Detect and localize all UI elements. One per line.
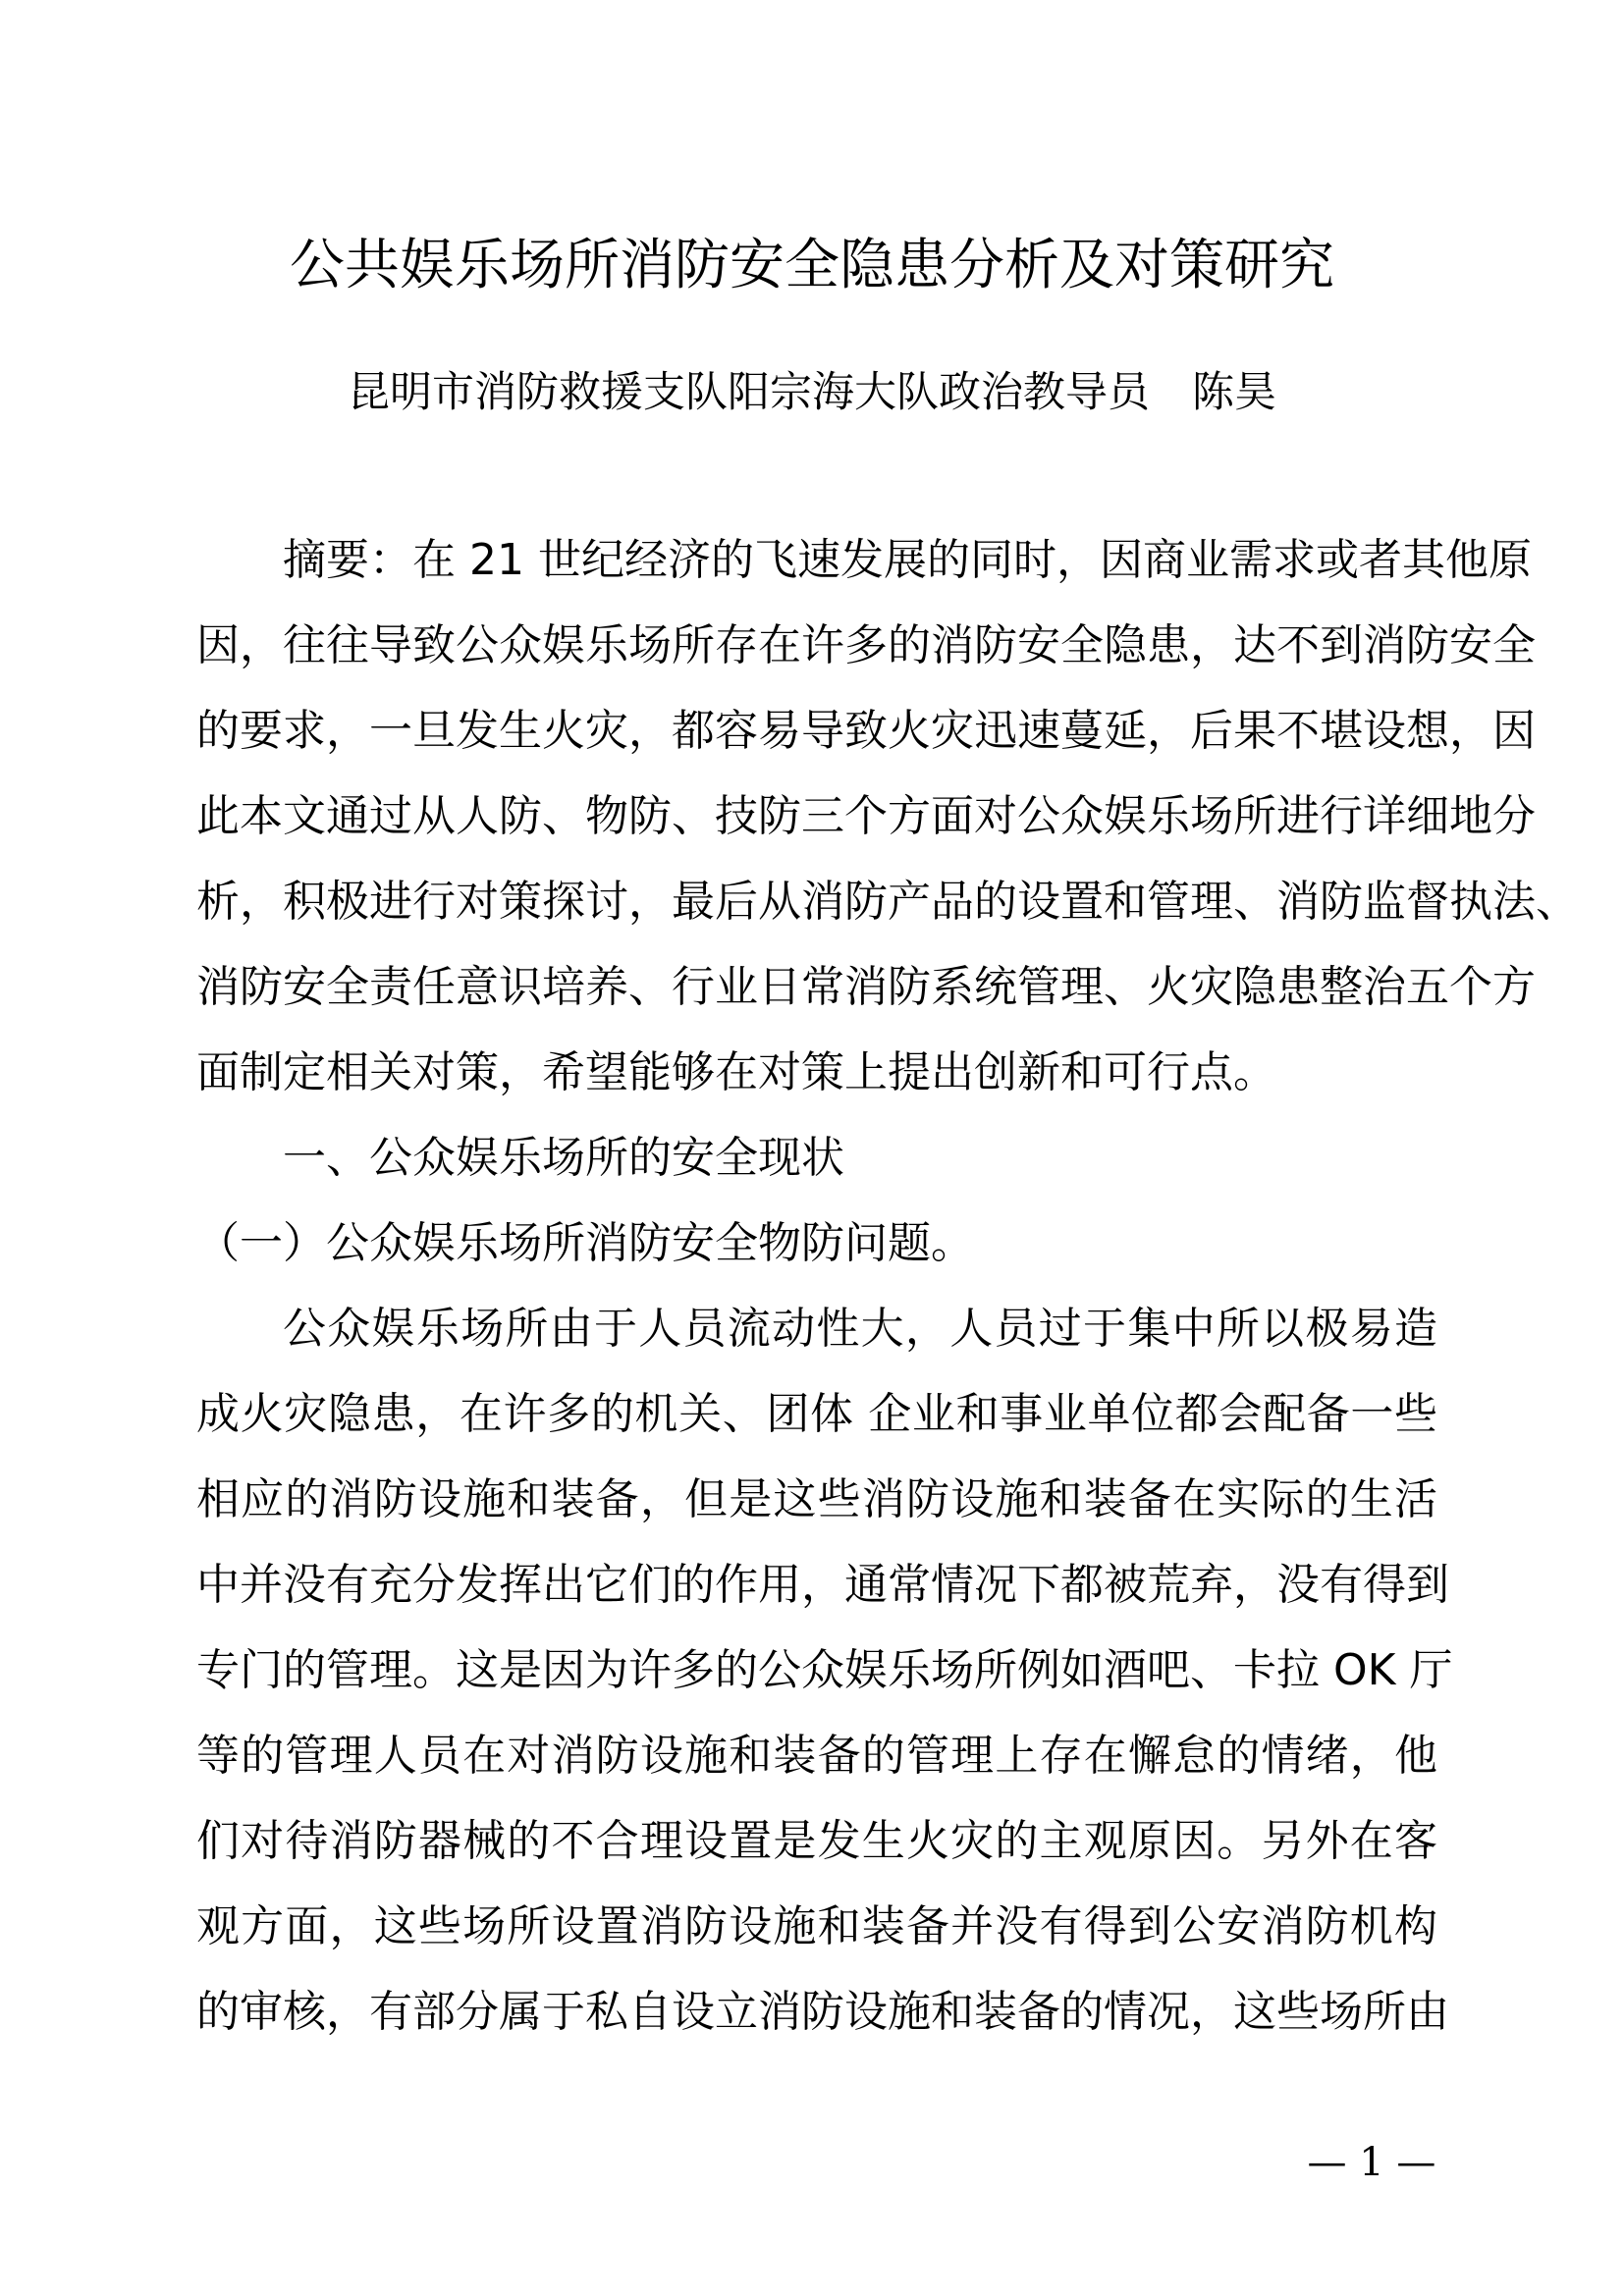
abstract-line: 摘要：在 21 世纪经济的飞速发展的同时，因商业需求或者其他原 bbox=[283, 535, 1532, 585]
page-number: — 1 — bbox=[1307, 2140, 1436, 2185]
paragraph-line: 专门的管理。这是因为许多的公众娱乐场所例如酒吧、卡拉 OK 厅 bbox=[196, 1645, 1453, 1695]
paragraph-line: 成火灾隐患，在许多的机关、团体 企业和事业单位都会配备一些 bbox=[196, 1389, 1437, 1439]
paragraph-line: 相应的消防设施和装备，但是这些消防设施和装备在实际的生活 bbox=[196, 1474, 1437, 1524]
abstract-line: 析，积极进行对策探讨，最后从消防产品的设置和管理、消防监督执法、 bbox=[196, 877, 1579, 927]
paragraph-line: 公众娱乐场所由于人员流动性大，人员过于集中所以极易造 bbox=[283, 1304, 1437, 1354]
abstract-line: 此本文通过从人防、物防、技防三个方面对公众娱乐场所进行详细地分 bbox=[196, 791, 1536, 841]
subsection-heading: （一）公众娱乐场所消防安全物防问题。 bbox=[196, 1218, 974, 1268]
abstract-line: 面制定相关对策，希望能够在对策上提出创新和可行点。 bbox=[196, 1047, 1276, 1097]
abstract-line: 因，往往导致公众娱乐场所存在许多的消防安全隐患，达不到消防安全 bbox=[196, 620, 1536, 670]
abstract-line: 的要求，一旦发生火灾，都容易导致火灾迅速蔓延，后果不堪设想，因 bbox=[196, 706, 1536, 756]
author-line: 昆明市消防救援支队阳宗海大队政治教导员 陈昊 bbox=[348, 368, 1276, 417]
paragraph-line: 的审核，有部分属于私自设立消防设施和装备的情况，这些场所由 bbox=[196, 1987, 1449, 2037]
paragraph-line: 中并没有充分发挥出它们的作用，通常情况下都被荒弃，没有得到 bbox=[196, 1560, 1449, 1610]
document-body bbox=[196, 517, 1579, 2055]
paragraph-line: 观方面，这些场所设置消防设施和装备并没有得到公安消防机构 bbox=[196, 1901, 1437, 1951]
paragraph-line: 们对待消防器械的不合理设置是发生火灾的主观原因。另外在客 bbox=[196, 1816, 1437, 1866]
document-title: 公共娱乐场所消防安全隐患分析及对策研究 bbox=[290, 234, 1334, 297]
abstract-line: 消防安全责任意识培养、行业日常消防系统管理、火灾隐患整治五个方 bbox=[196, 962, 1536, 1012]
paragraph-line: 等的管理人员在对消防设施和装备的管理上存在懈怠的情绪，他 bbox=[196, 1731, 1437, 1781]
section-heading: 一、公众娱乐场所的安全现状 bbox=[283, 1133, 844, 1183]
